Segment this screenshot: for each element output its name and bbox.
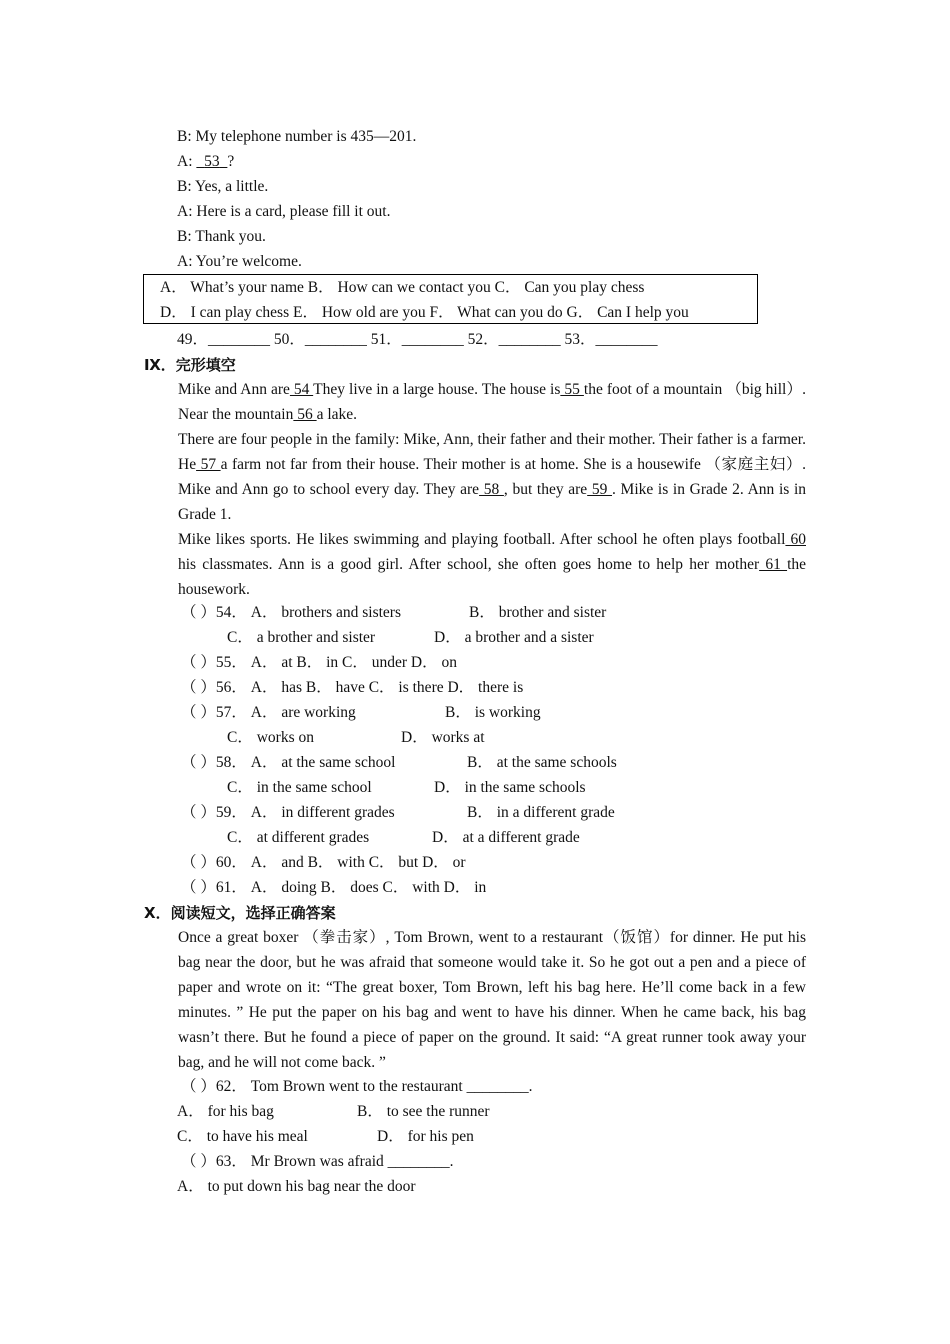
section-9-title: Ⅸ．完形填空	[144, 356, 236, 374]
question-63: （ ）63． Mr Brown was afraid ________.	[181, 1153, 454, 1170]
question-59: （ ）59． A． in different grades	[181, 804, 395, 821]
question-58: （ ）58． A． at the same school	[181, 754, 396, 771]
blank-57: 57	[196, 456, 221, 473]
options-row-2: D． I can play chess E． How old are you F． What can you do G． Can I help you	[160, 304, 689, 321]
option: B． at the same schools	[467, 754, 617, 771]
option: D． a brother and a sister	[434, 629, 594, 646]
blank-60: 60	[785, 531, 806, 548]
options-row-1: A． What’s your name B． How can we contact you C． Can you play chess	[160, 279, 645, 296]
blank-55: 55	[560, 381, 584, 398]
question-60: （ ）60． A． and B． with C． but D． or	[181, 854, 466, 871]
dialog-line: B: My telephone number is 435—201.	[177, 128, 417, 145]
dialog-line: A: You’re welcome.	[177, 253, 302, 270]
option: C． in the same school	[227, 779, 372, 796]
option: B． is working	[445, 704, 541, 721]
blank-53	[196, 153, 227, 170]
option: B． brother and sister	[469, 604, 607, 621]
option: C． works on	[227, 729, 314, 746]
section-9-passage	[144, 377, 806, 602]
question-61: （ ）61． A． doing B． does C． with D． in	[181, 879, 487, 896]
option: C． at different grades	[227, 829, 370, 846]
option: B． to see the runner	[357, 1103, 490, 1120]
question-56: （ ）56． A． has B． have C． is there D． there is	[181, 679, 524, 696]
option: A． for his bag	[177, 1103, 274, 1120]
option: D． works at	[401, 729, 485, 746]
reading-passage: Once a great boxer （拳击家）, Tom Brown, went to a restaurant（饭馆）for dinner. He put his bag near the door, but he was afraid that someone would take it. So he got out a pen and a piece of paper and wrote on it: “The great boxer, Tom Brown, left his bag here. He’ll come back in a few minutes. ” He put the paper on his bag and went to have his dinner. When he came back, his bag wasn’t there. But he found a piece of paper on the ground. It said: “A great runner took away your bag, and he will not come back. ”	[178, 929, 806, 1071]
blank-58: 58	[479, 481, 504, 498]
dialog-line: B: Thank you.	[177, 228, 266, 245]
blank-56: 56	[293, 406, 317, 423]
dialog-line: A: Here is a card, please fill it out.	[177, 203, 391, 220]
paragraph-1: Mike and Ann are 54 They live in a large house. The house is 55 the foot of a mountain （big hill）. Near the mountain 56 a lake.	[178, 381, 807, 423]
paragraph-2: There are four people in the family: Mike, Ann, their father and their mother. Their father is a farmer. He 57 a farm not far from their house. Their mother is at home. She is a housewife （家庭主妇）. Mike and Ann go to school every day. They are 58 , but they are 59 . Mike is in Grade 2. Ann is in Grade 1.	[178, 431, 807, 523]
section-10-title: Ⅹ．阅读短文，选择正确答案	[144, 904, 336, 922]
option: C． a brother and sister	[227, 629, 376, 646]
dialog-mark: ?	[227, 153, 235, 170]
option: D． at a different grade	[432, 829, 580, 846]
section-10-passage	[144, 925, 806, 1075]
blank-61: 61	[759, 556, 788, 573]
answer-line: 49．________ 50．________ 51．________ 52．________ 53．________	[177, 331, 658, 348]
question-55: （ ）55． A． at B． in C． under D． on	[181, 654, 457, 671]
question-57: （ ）57． A． are working	[181, 704, 356, 721]
option: D． in the same schools	[434, 779, 586, 796]
option: C． to have his meal	[177, 1128, 308, 1145]
question-62: （ ）62． Tom Brown went to the restaurant ________.	[181, 1078, 533, 1095]
question-54: （ ）54． A． brothers and sisters	[181, 604, 401, 621]
blank-59: 59	[587, 481, 613, 498]
dialog-line: B: Yes, a little.	[177, 178, 269, 195]
dialog-speaker: A:	[177, 153, 197, 170]
blank-54: 54	[289, 381, 314, 398]
option: A． to put down his bag near the door	[177, 1178, 416, 1195]
blank-53-number: 53	[204, 153, 220, 170]
paragraph-3: Mike likes sports. He likes swimming and playing football. After school he often plays football 60 his classmates. Ann is a good girl. After school, she often goes home to help her mother 61 the housework.	[178, 531, 806, 598]
option: D． for his pen	[377, 1128, 474, 1145]
dialog-line	[177, 152, 234, 172]
option: B． in a different grade	[467, 804, 615, 821]
